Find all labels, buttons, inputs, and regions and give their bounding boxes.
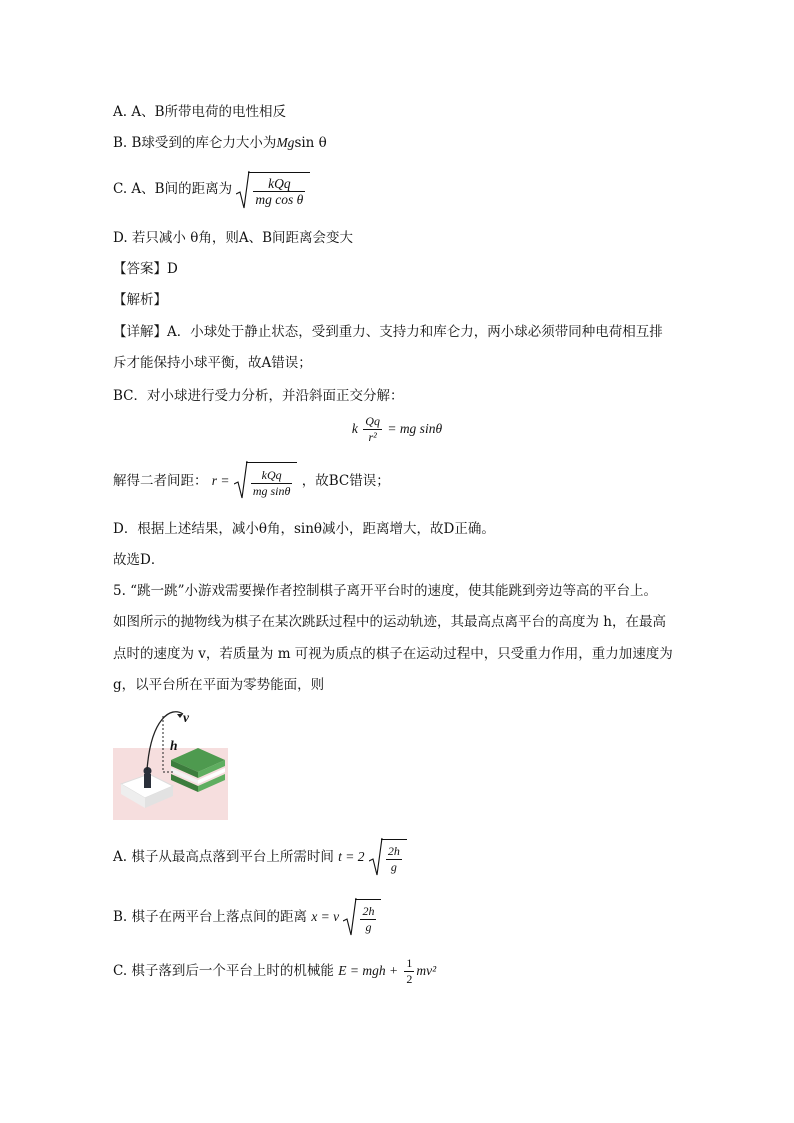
q5-option-b-denominator: g (365, 920, 372, 934)
jump-game-figure (113, 708, 228, 820)
detail-line-2: 斥才能保持小球平衡，故A错误； (113, 355, 312, 371)
equation-1-denominator: r² (368, 430, 377, 445)
equation-1-numerator: Qq (365, 414, 380, 429)
q5-option-a (113, 837, 407, 878)
q5-option-c (113, 953, 436, 989)
solve-r: r = (211, 473, 230, 488)
figure-label-h: h (170, 738, 178, 753)
answer-line: 【答案】D (113, 261, 178, 277)
q4-option-b-prefix: B. B球受到的库仑力大小为 (113, 135, 277, 151)
q4-option-b (113, 133, 327, 153)
q4-option-a: A. A、B所带电荷的电性相反 (113, 104, 287, 120)
q5-option-c-lhs: E = mgh + (338, 963, 399, 978)
choose-line: 故选D． (113, 552, 165, 568)
q4-option-d: D. 若只减小 θ角，则A、B间距离会变大 (113, 230, 354, 246)
detail-line-1: 【详解】A．小球处于静止状态，受到重力、支持力和库仑力，两小球必须带同种电荷相互排 (113, 324, 663, 340)
q4-option-c-prefix: C. A、B间的距离为 (113, 181, 233, 197)
question-5-line-3: 点时的速度为 v，若质量为 m 可视为质点的棋子在运动过程中，只受重力作用，重力加速度为 (113, 646, 673, 662)
q5-option-b-numerator: 2h (362, 904, 375, 918)
q4-option-b-suffix: sin θ (294, 135, 327, 151)
q5-option-c-denominator: 2 (406, 972, 413, 986)
q5-option-a-denominator: g (390, 860, 397, 874)
figure-label-v: v (183, 710, 189, 725)
solve-line (113, 460, 390, 503)
q5-option-c-prefix: C. 棋子落到后一个平台上时的机械能 (113, 963, 334, 979)
solve-denominator: mg sinθ (252, 484, 291, 498)
equation-1-k: k (351, 421, 358, 436)
q5-option-c-numerator: 1 (406, 956, 413, 970)
q5-option-a-lhs: t = 2 (338, 849, 365, 864)
equation-1-rhs: = mg sinθ (387, 421, 443, 436)
detail-d: D．根据上述结果，减小θ角，sinθ减小，距离增大，故D正确。 (113, 521, 495, 537)
q4-option-c-sqrt (236, 170, 310, 209)
question-5-line-4: g，以平台所在平面为零势能面，则 (113, 677, 325, 693)
q5-option-b-sqrt (343, 897, 381, 938)
q4-option-c (113, 170, 310, 209)
q4-option-c-numerator: kQq (253, 176, 305, 192)
q4-option-c-denominator: mg cos θ (255, 192, 304, 207)
analysis-title: 【解析】 (113, 292, 167, 308)
detail-bc: BC．对小球进行受力分析，并沿斜面正交分解： (113, 388, 404, 404)
solve-numerator: kQq (251, 468, 293, 484)
solve-sqrt (234, 460, 298, 503)
solve-suffix: ，故BC错误； (301, 473, 390, 489)
q5-option-b (113, 897, 381, 938)
q4-option-b-math: Mg (276, 135, 295, 150)
q5-option-a-numerator: 2h (387, 844, 400, 858)
q5-option-b-lhs: x = v (311, 909, 340, 924)
solve-prefix: 解得二者间距： (113, 473, 208, 489)
q5-option-c-tail: mv² (416, 963, 437, 978)
question-5-line-2: 如图所示的抛物线为棋子在某次跳跃过程中的运动轨迹，其最高点离平台的高度为 h，在最高 (113, 614, 666, 630)
q5-option-a-sqrt (369, 837, 407, 878)
q5-option-b-prefix: B. 棋子在两平台上落点间的距离 (113, 909, 308, 925)
equation-1 (0, 412, 794, 446)
question-5-line-1: 5. “跳一跳”小游戏需要操作者控制棋子离开平台时的速度，使其能跳到旁边等高的平台上。 (113, 583, 657, 599)
q5-option-a-prefix: A. 棋子从最高点落到平台上所需时间 (113, 849, 334, 865)
